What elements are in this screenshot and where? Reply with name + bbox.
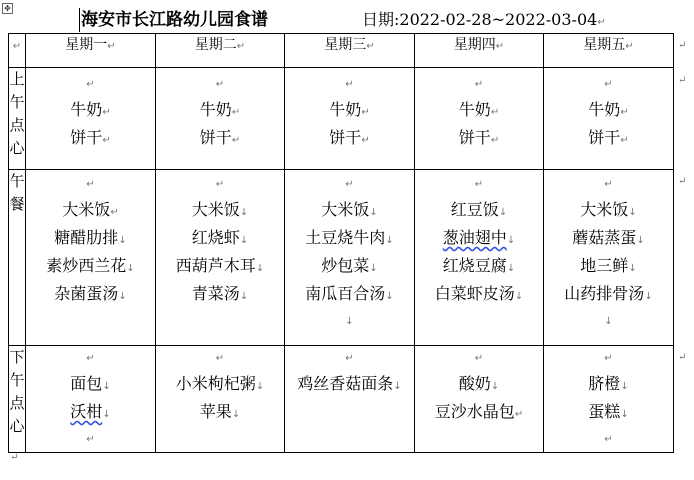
- menu-item: [26, 281, 155, 309]
- line-break-mark: ↓: [231, 409, 241, 420]
- paragraph-mark: ↵: [474, 353, 484, 364]
- menu-item: [285, 371, 414, 399]
- line-break-mark: ↓: [620, 381, 629, 392]
- dish-name: 山药排骨汤: [564, 284, 645, 303]
- dish-name: 葱油翅中: [442, 228, 507, 247]
- menu-item: [285, 253, 414, 281]
- paragraph-mark: ↵: [678, 352, 687, 363]
- menu-item: [285, 125, 414, 153]
- line-break-mark: ↓: [620, 409, 629, 420]
- row-label-char: 午: [9, 172, 25, 190]
- dish-name: 大米饭: [580, 200, 629, 219]
- paragraph-mark: ↵: [107, 41, 116, 52]
- menu-item: [26, 197, 155, 225]
- paragraph-mark: ↵: [474, 79, 484, 90]
- paragraph-mark: ↵: [102, 107, 111, 118]
- dish-name: 青菜汤: [191, 284, 240, 303]
- afternoon-cell-tue[interactable]: [156, 346, 285, 453]
- dish-name: 大米饭: [62, 200, 111, 219]
- menu-item: [156, 197, 284, 225]
- menu-item: [544, 399, 673, 427]
- corner-cell[interactable]: [9, 34, 26, 68]
- paragraph-mark: ↵: [345, 353, 354, 364]
- day-label: 星期五: [583, 37, 626, 53]
- dish-name: 牛奶: [588, 100, 621, 119]
- line-break-mark: ↓: [255, 263, 265, 274]
- lunch-cell-mon[interactable]: [26, 170, 156, 346]
- paragraph-mark: ↵: [625, 41, 634, 52]
- menu-item: [544, 225, 673, 253]
- paragraph-mark: ↵: [102, 135, 111, 146]
- dish-name: 南瓜百合汤: [305, 284, 386, 303]
- dish-name: 大米饭: [321, 200, 370, 219]
- menu-item: [26, 253, 155, 281]
- paragraph-mark: ↵: [678, 176, 687, 187]
- day-label: 星期二: [194, 37, 237, 53]
- date-range: [362, 8, 606, 35]
- morning-cell-thu[interactable]: [415, 68, 544, 170]
- menu-item: [26, 125, 155, 153]
- morning-cell-fri[interactable]: [544, 68, 674, 170]
- document-header: [81, 8, 606, 32]
- menu-item: [544, 371, 673, 399]
- day-header-fri[interactable]: [544, 34, 674, 68]
- line-break-mark: ↓: [514, 291, 524, 302]
- paragraph-mark: ↵: [86, 79, 95, 90]
- dish-name: 白菜虾皮汤: [434, 284, 515, 303]
- dish-name: 地三鲜: [580, 256, 629, 275]
- dish-name: 牛奶: [199, 100, 232, 119]
- dish-name: 炒包菜: [321, 256, 370, 275]
- paragraph-mark: ↵: [597, 17, 606, 28]
- menu-item: [415, 281, 543, 309]
- row-label-afternoon-snack[interactable]: [9, 346, 26, 453]
- header-row: [9, 34, 674, 68]
- paragraph-mark: ↵: [514, 409, 524, 420]
- menu-item: [26, 97, 155, 125]
- paragraph-mark: ↵: [361, 107, 370, 118]
- menu-item: [26, 371, 155, 399]
- line-break-mark: ↓: [239, 207, 249, 218]
- day-label: 星期四: [453, 37, 496, 53]
- paragraph-mark: ↵: [345, 179, 354, 190]
- paragraph-mark: ↵: [366, 41, 375, 52]
- day-header-thu[interactable]: [415, 34, 544, 68]
- row-label-char: 点: [9, 116, 25, 134]
- row-label-char: 上: [9, 70, 25, 88]
- menu-item: [156, 225, 284, 253]
- line-break-mark: ↓: [506, 263, 516, 274]
- line-break-mark: ↓: [385, 291, 394, 302]
- paragraph-mark: ↵: [604, 353, 613, 364]
- line-break-mark: ↓: [255, 381, 265, 392]
- dish-name: 牛奶: [70, 100, 103, 119]
- menu-item: [285, 281, 414, 309]
- row-label-char: 下: [9, 348, 25, 366]
- dish-name: 面包: [70, 374, 103, 393]
- menu-table: [8, 33, 674, 453]
- paragraph-mark: ↵: [86, 179, 95, 190]
- row-label-char: 餐: [9, 195, 25, 213]
- menu-item: [415, 125, 543, 153]
- menu-item: [415, 371, 543, 399]
- paragraph-mark: ↵: [620, 135, 629, 146]
- paragraph-mark: ↵: [215, 79, 225, 90]
- paragraph-mark: ↵: [86, 353, 95, 364]
- line-break-mark: ↓: [126, 263, 135, 274]
- line-break-mark: ↓: [345, 316, 354, 327]
- dish-name: 沃柑: [70, 402, 103, 421]
- paragraph-mark: ↵: [490, 107, 500, 118]
- menu-item: [544, 253, 673, 281]
- menu-item: [156, 97, 284, 125]
- afternoon-cell-wed[interactable]: [285, 346, 415, 453]
- row-label-char: 心: [9, 417, 25, 435]
- menu-item: [415, 399, 543, 427]
- paragraph-mark: ↵: [474, 179, 484, 190]
- dish-name: 土豆烧牛肉: [305, 228, 386, 247]
- lunch-cell-thu[interactable]: [415, 170, 544, 346]
- paragraph-mark: ↵: [86, 434, 95, 445]
- dish-name: 酸奶: [458, 374, 491, 393]
- lunch-cell-tue[interactable]: [156, 170, 285, 346]
- morning-cell-mon[interactable]: [26, 68, 156, 170]
- morning-cell-wed[interactable]: [285, 68, 415, 170]
- line-break-mark: ↓: [393, 381, 402, 392]
- day-header-mon[interactable]: [26, 34, 156, 68]
- line-break-mark: ↓: [604, 316, 613, 327]
- dish-name: 大米饭: [191, 200, 240, 219]
- row-label-char: 午: [9, 371, 25, 389]
- dish-name: 牛奶: [329, 100, 362, 119]
- line-break-mark: ↓: [239, 235, 249, 246]
- menu-item: [156, 371, 284, 399]
- menu-item: [156, 399, 284, 427]
- menu-item: [544, 281, 673, 309]
- day-label: 星期一: [65, 37, 108, 53]
- paragraph-mark: ↵: [215, 353, 225, 364]
- morning-cell-tue[interactable]: [156, 68, 285, 170]
- menu-item: [285, 197, 414, 225]
- line-break-mark: ↓: [628, 263, 637, 274]
- day-header-tue[interactable]: [156, 34, 285, 68]
- paragraph-mark: ↵: [231, 135, 241, 146]
- line-break-mark: ↓: [644, 291, 653, 302]
- menu-item: [156, 281, 284, 309]
- dish-name: 杂菌蛋汤: [54, 284, 119, 303]
- dish-name: 素炒西兰花: [46, 256, 127, 275]
- dish-name: 脐橙: [588, 374, 621, 393]
- paragraph-mark: ↵: [490, 135, 500, 146]
- menu-item: [415, 197, 543, 225]
- dish-name: 豆沙水晶包: [434, 402, 515, 421]
- dish-name: 饼干: [458, 128, 491, 147]
- dish-name: 饼干: [199, 128, 232, 147]
- paragraph-mark: ↵: [678, 75, 687, 86]
- line-break-mark: ↓: [506, 235, 516, 246]
- row-label-morning-snack[interactable]: [9, 68, 26, 170]
- paragraph-mark: ↵: [345, 79, 354, 90]
- lunch-cell-fri[interactable]: [544, 170, 674, 346]
- dish-name: 饼干: [329, 128, 362, 147]
- paragraph-mark: ↵: [604, 179, 613, 190]
- dish-name: 牛奶: [458, 100, 491, 119]
- day-label: 星期三: [324, 37, 367, 53]
- day-header-wed[interactable]: [285, 34, 415, 68]
- paragraph-mark: ↵: [361, 135, 370, 146]
- page-title: 海安市长江路幼儿园食谱: [81, 10, 268, 30]
- paragraph-mark: ↵: [620, 107, 629, 118]
- menu-item: [156, 125, 284, 153]
- paragraph-mark: ↵: [10, 452, 19, 463]
- afternoon-snack-row: [9, 346, 674, 453]
- line-break-mark: ↓: [239, 291, 249, 302]
- paragraph-mark: ↵: [604, 79, 613, 90]
- menu-item: [285, 225, 414, 253]
- row-label-lunch[interactable]: [9, 170, 26, 346]
- menu-item: [415, 97, 543, 125]
- line-break-mark: ↓: [498, 207, 508, 218]
- dish-name: 西葫芦木耳: [175, 256, 256, 275]
- line-break-mark: ↓: [490, 381, 500, 392]
- row-label-char: 心: [9, 139, 25, 157]
- paragraph-mark: ↵: [604, 434, 613, 445]
- paragraph-mark: ↵: [110, 207, 119, 218]
- paragraph-mark: ↵: [495, 41, 505, 52]
- table-move-handle-icon[interactable]: ✥: [2, 3, 13, 14]
- afternoon-cell-thu[interactable]: [415, 346, 544, 453]
- line-break-mark: ↓: [118, 235, 127, 246]
- line-break-mark: ↓: [102, 409, 111, 420]
- menu-item: [26, 225, 155, 253]
- morning-snack-row: [9, 68, 674, 170]
- line-break-mark: ↓: [369, 207, 378, 218]
- dish-name: 饼干: [588, 128, 621, 147]
- dish-name: 饼干: [70, 128, 103, 147]
- row-label-char: 点: [9, 394, 25, 412]
- menu-item: [26, 399, 155, 427]
- menu-item: [544, 197, 673, 225]
- dish-name: 苹果: [199, 402, 232, 421]
- text-cursor: [79, 8, 80, 32]
- dish-name: 鸡丝香菇面条: [297, 374, 394, 393]
- paragraph-mark: ↵: [231, 107, 241, 118]
- dish-name: 红豆饭: [450, 200, 499, 219]
- dish-name: 蛋糕: [588, 402, 621, 421]
- dish-name: 红烧虾: [191, 228, 240, 247]
- dish-name: 红烧豆腐: [442, 256, 507, 275]
- menu-item: [544, 97, 673, 125]
- menu-item: [415, 253, 543, 281]
- line-break-mark: ↓: [102, 381, 111, 392]
- paragraph-mark: ↵: [215, 179, 225, 190]
- row-label-char: 午: [9, 93, 25, 111]
- line-break-mark: ↓: [636, 235, 645, 246]
- menu-item: [156, 253, 284, 281]
- line-break-mark: ↓: [385, 235, 394, 246]
- date-text: 日期:2022-02-28~2022-03-04: [362, 10, 598, 29]
- paragraph-mark: ↵: [12, 41, 22, 52]
- dish-name: 蘑菇蒸蛋: [572, 228, 637, 247]
- dish-name: 小米枸杞粥: [175, 374, 256, 393]
- line-break-mark: ↓: [118, 291, 127, 302]
- menu-item: [415, 225, 543, 253]
- dish-name: 糖醋肋排: [54, 228, 119, 247]
- line-break-mark: ↓: [628, 207, 637, 218]
- lunch-row: [9, 170, 674, 346]
- line-break-mark: ↓: [369, 263, 378, 274]
- afternoon-cell-mon[interactable]: [26, 346, 156, 453]
- lunch-cell-wed[interactable]: [285, 170, 415, 346]
- paragraph-mark: ↵: [678, 40, 687, 51]
- afternoon-cell-fri[interactable]: [544, 346, 674, 453]
- menu-item: [285, 97, 414, 125]
- menu-item: [544, 125, 673, 153]
- paragraph-mark: ↵: [236, 41, 246, 52]
